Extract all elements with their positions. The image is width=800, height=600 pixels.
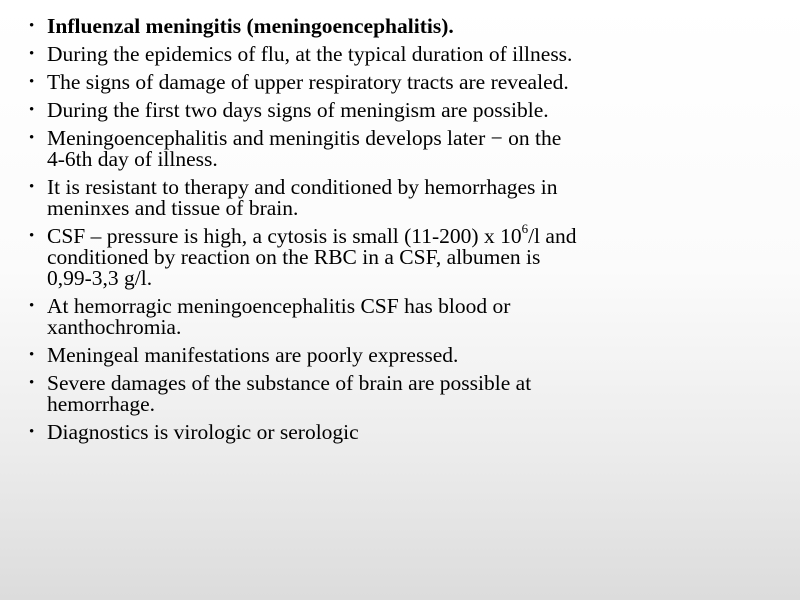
bullet-text-line-2: 4-6th day of illness. [47,147,218,171]
bullet-text-line-2: hemorrhage. [47,392,156,416]
bullet-item-hemorrhagic [29,296,779,338]
bullet-text: During the first two days signs of meningism are possible. [47,98,549,122]
bullet-item-csf [29,220,779,290]
bullet-text: Meningeal manifestations are poorly expressed. [47,343,459,367]
bullet-item-manifestations [29,345,779,366]
cytosis-exponent: 6 [521,220,529,236]
bullet-dot-icon: • [29,179,35,195]
bullet-item-meningism [29,100,779,121]
bullet-dot-icon: • [29,130,35,146]
bullet-text-line-1: Severe damages of the substance of brain are possible at [47,371,532,395]
bullet-dot-icon: • [29,74,35,90]
bullet-dot-icon: • [29,102,35,118]
bullet-text: During the epidemics of flu, at the typical duration of illness. [47,42,573,66]
bullet-text-line-3: 0,99-3,3 g/l. [47,266,153,290]
bullet-item-diagnostics [29,422,779,443]
bullet-dot-icon: • [29,347,35,363]
bullet-list [29,16,779,450]
bullet-text: Diagnostics is virologic or serologic [47,420,359,444]
cytosis-prefix: CSF – pressure is high, a cytosis is small (11-200) x 10 [47,224,522,248]
bullet-dot-icon: • [29,375,35,391]
bullet-item-respiratory [29,72,779,93]
cytosis-suffix: /l and [528,224,577,248]
bullet-item-severe-damage [29,373,779,415]
bullet-text-line-2: xanthochromia. [47,315,182,339]
bullet-dot-icon: • [29,46,35,62]
bullet-dot-icon: • [29,228,35,244]
bullet-dot-icon: • [29,424,35,440]
bullet-text-line-1: It is resistant to therapy and conditioned by hemorrhages in [47,175,558,199]
bullet-text-line-1: At hemorragic meningoencephalitis CSF has blood or [47,294,511,318]
bullet-text: Influenzal meningitis (meningoencephalitis). [47,14,454,38]
bullet-text-line-2: meninxes and tissue of brain. [47,196,299,220]
bullet-text: The signs of damage of upper respiratory tracts are revealed. [47,70,569,94]
bullet-item-epidemics [29,44,779,65]
bullet-item-therapy [29,177,779,219]
bullet-text-line-1 [47,220,779,248]
bullet-dot-icon: • [29,298,35,314]
bullet-dot-icon: • [29,18,35,34]
bullet-text-line-1: Meningoencephalitis and meningitis develops later − on the [47,126,562,150]
bullet-item-onset [29,128,779,170]
bullet-item-title [29,16,779,37]
bullet-text-line-2: conditioned by reaction on the RBC in a CSF, albumen is [47,245,541,269]
